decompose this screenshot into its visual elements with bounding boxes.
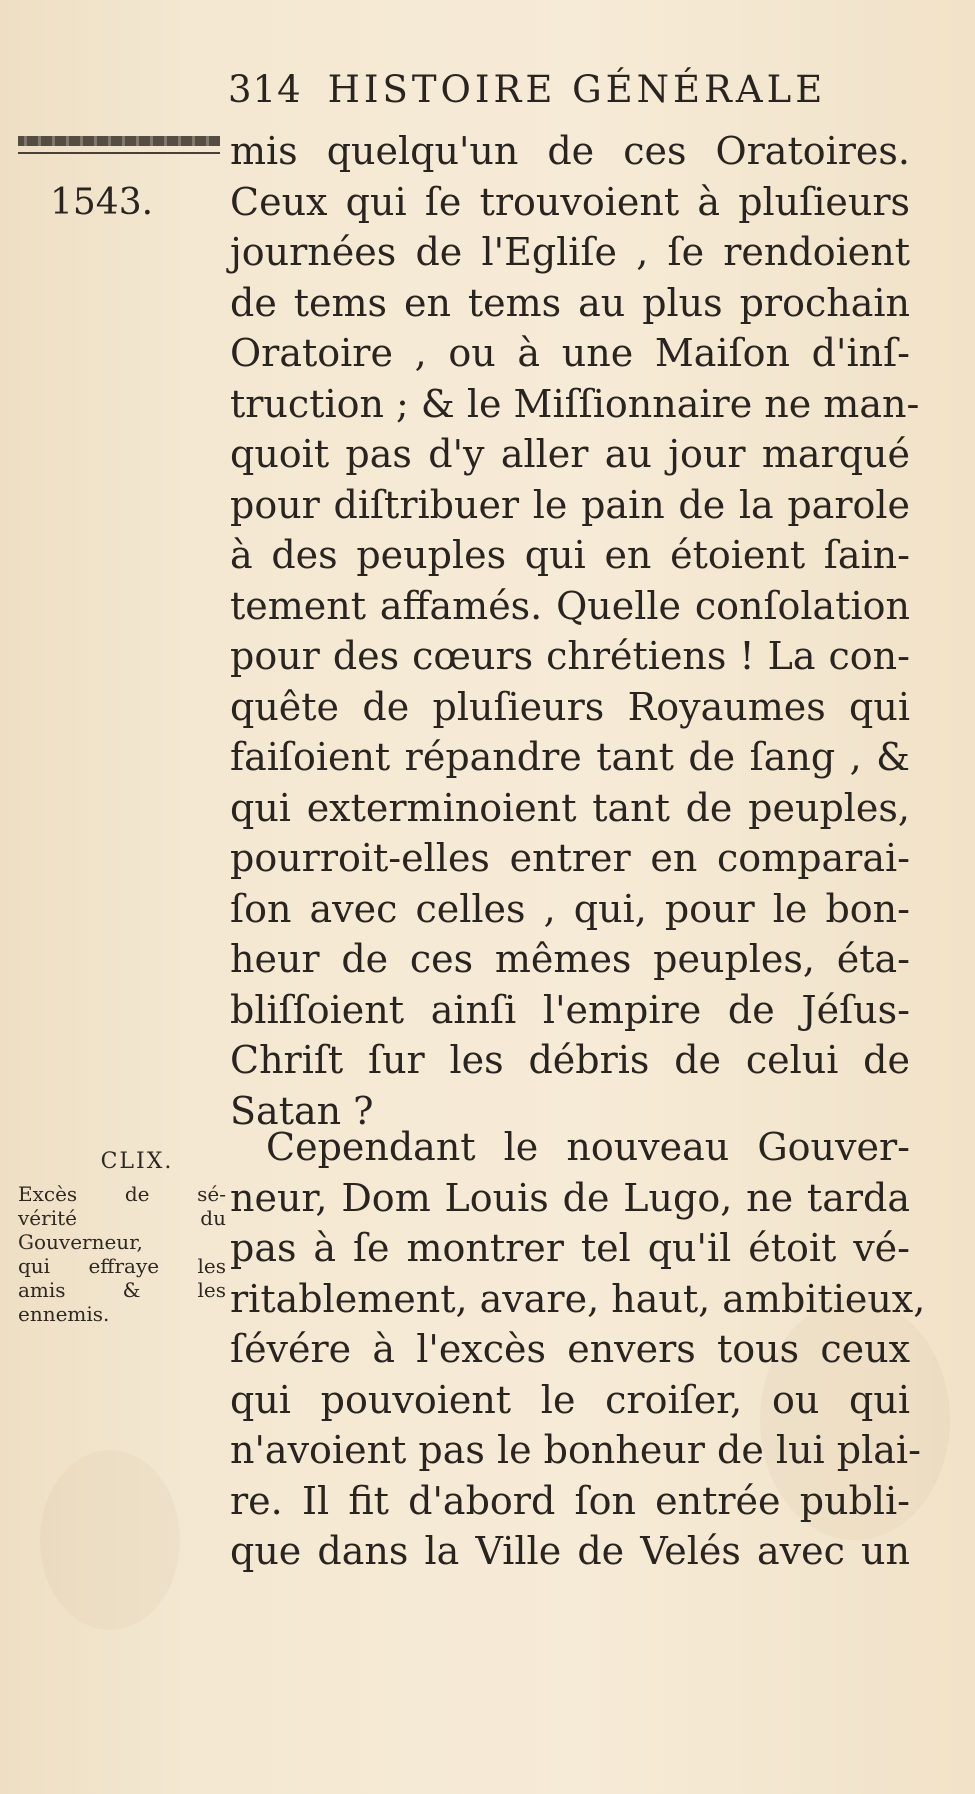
margin-year: 1543. (50, 182, 154, 223)
text-line: ſon avec celles , qui, pour le bon- (230, 886, 910, 931)
margin-note-line: ennemis. (18, 1302, 110, 1326)
text-line: tement affamés. Quelle conſolation (230, 583, 910, 628)
text-line: qui exterminoient tant de peuples, (230, 785, 910, 830)
text-line: pour des cœurs chrétiens ! La con- (230, 634, 910, 678)
margin-note-line: amis & les (18, 1278, 226, 1302)
body-paragraph-1 (230, 126, 920, 1136)
text-line: Cependant le nouveau Gouver- (266, 1125, 910, 1169)
text-line: journées de l'Egliſe , ſe rendoient (230, 230, 910, 274)
ornament-rule (18, 136, 220, 146)
body-paragraph-2 (230, 1122, 926, 1577)
text-line: quoit pas d'y aller au jour marqué (230, 432, 910, 476)
text-line: pas à ſe montrer tel qu'il étoit vé- (230, 1226, 910, 1270)
paper-stain (40, 1450, 180, 1630)
text-line: heur de ces mêmes peuples, éta- (230, 937, 910, 981)
text-line: bliſſoient ainſi l'empire de Jéſus- (230, 987, 910, 1032)
text-line: ſévére à l'excès envers tous ceux (230, 1327, 910, 1371)
text-line: que dans la Ville de Velés avec un (230, 1529, 910, 1573)
text-line: Chriſt ſur les débris de celui de (230, 1038, 910, 1082)
ornament-rule-thin (18, 152, 220, 154)
margin-note-line: Excès de sé- (18, 1182, 226, 1206)
margin-summary (18, 1150, 226, 1326)
running-title: HISTOIRE GÉNÉRALE (327, 68, 827, 111)
text-line: pour diſtribuer le pain de la parole (230, 482, 910, 527)
text-line: Satan ? (230, 1088, 374, 1133)
text-line: faiſoient répandre tant de ſang , & (230, 735, 910, 779)
page-number: 314 (228, 68, 302, 111)
text-line: n'avoient pas le bonheur de lui plai- (230, 1428, 921, 1472)
text-line: re. Il fit d'abord ſon entrée publi- (230, 1478, 910, 1523)
running-head (228, 68, 868, 111)
text-line: à des peuples qui en étoient ſain- (230, 533, 910, 577)
text-line: Oratoire , ou à une Maiſon d'inſ- (230, 331, 910, 375)
margin-note-line: vérité du (18, 1206, 226, 1230)
chapter-number: CLIX. (100, 1149, 174, 1174)
text-line: quête de pluſieurs Royaumes qui (230, 684, 910, 729)
text-line: de tems en tems au plus prochain (230, 280, 910, 325)
text-line: neur, Dom Louis de Lugo, ne tarda (230, 1175, 910, 1220)
text-line: truction ; & le Miſſionnaire ne man- (230, 381, 920, 426)
text-line: qui pouvoient le croiſer, ou qui (230, 1377, 910, 1422)
margin-note-line: Gouverneur, (18, 1230, 143, 1254)
text-line: pourroit-elles entrer en comparai- (230, 836, 910, 880)
margin-note-line: qui effraye les (18, 1254, 226, 1278)
text-line: mis quelqu'un de ces Oratoires. (230, 129, 910, 173)
text-line: ritablement, avare, haut, ambitieux, (230, 1276, 926, 1321)
text-line: Ceux qui ſe trouvoient à pluſieurs (230, 179, 910, 224)
